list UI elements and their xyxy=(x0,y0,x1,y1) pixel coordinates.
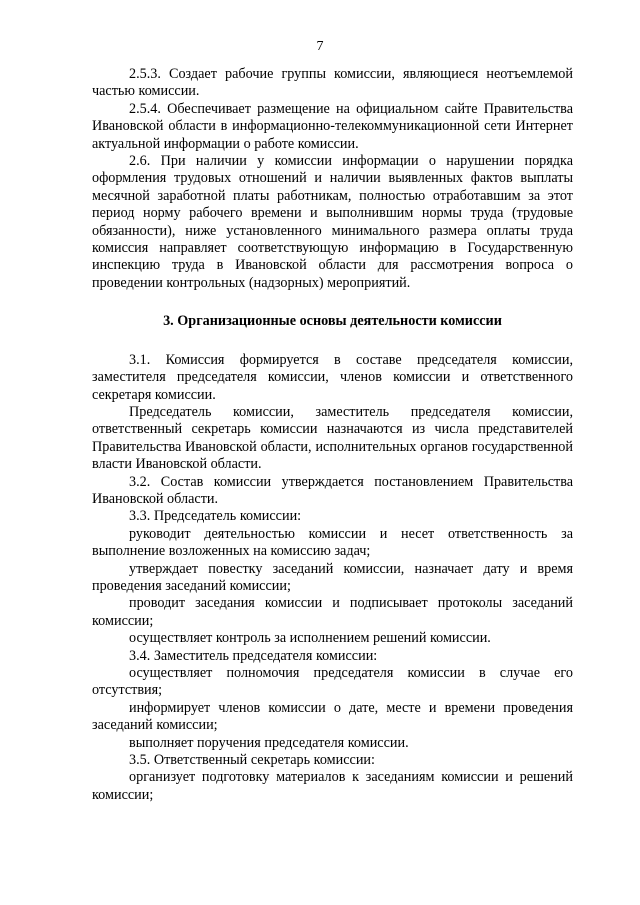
page-number: 7 xyxy=(316,39,324,54)
spacer xyxy=(92,331,573,352)
section-heading: 3. Организационные основы деятельности комиссии xyxy=(163,313,502,330)
paragraph-3-5: 3.5. Ответственный секретарь комиссии: xyxy=(129,752,375,769)
paragraph-3-2: 3.2. Состав комиссии утверждается постановлением Правительства Ивановской области. xyxy=(92,473,573,507)
paragraph-3-1: 3.1. Комиссия формируется в составе председателя комиссии, заместителя председателя комиссии, членов комиссии и ответственного секретаря комиссии. xyxy=(92,351,573,403)
list-item: проводит заседания комиссии и подписывает протоколы заседаний комиссии; xyxy=(92,595,573,629)
paragraph-chair-appointment: Председатель комиссии, заместитель председателя комиссии, ответственный секретарь комиссии назначаются из числа представителей Правительства Ивановской области, исполнительных органов государственной власти Ивановской области. xyxy=(92,403,573,473)
paragraph-2-6: 2.6. При наличии у комиссии информации о нарушении порядка оформления трудовых отношений и наличии выявленных фактов выплаты месячной заработной платы работникам, полностью отработавшим за этот период норму рабочего времени и выполнившим нормы труда (трудовые обязанности), ниже установленного минимального размера оплаты труда комиссия направляет соответствующую информацию в Государственную инспекцию труда в Ивановской области для рассмотрения вопроса о проведении контрольных (надзорных) мероприятий. xyxy=(92,153,573,291)
paragraph-3-4: 3.4. Заместитель председателя комиссии: xyxy=(129,647,378,664)
list-item: информирует членов комиссии о дате, месте и времени проведения заседаний комиссии; xyxy=(92,699,573,734)
list-item: выполняет поручения председателя комиссии. xyxy=(129,734,409,751)
document-body xyxy=(92,66,573,804)
paragraph-2-5-4: 2.5.4. Обеспечивает размещение на официальном сайте Правительства Ивановской области в информационно-телекоммуникационной сети Интернет актуальной информации о работе комиссии. xyxy=(92,100,573,152)
list-item: руководит деятельностью комиссии и несет ответственность за выполнение возложенных на комиссию задач; xyxy=(92,525,573,560)
list-item: утверждает повестку заседаний комиссии, назначает дату и время проведения заседаний комиссии; xyxy=(92,560,573,594)
paragraph-3-3: 3.3. Председатель комиссии: xyxy=(129,508,302,525)
paragraph-2-5-3: 2.5.3. Создает рабочие группы комиссии, являющиеся неотъемлемой частью комиссии. xyxy=(92,66,573,100)
list-item: осуществляет контроль за исполнением решений комиссии. xyxy=(129,630,491,647)
spacer xyxy=(92,292,573,313)
list-item: организует подготовку материалов к заседаниям комиссии и решений комиссии; xyxy=(92,769,573,803)
list-item: осуществляет полномочия председателя комиссии в случае его отсутствия; xyxy=(92,665,573,699)
